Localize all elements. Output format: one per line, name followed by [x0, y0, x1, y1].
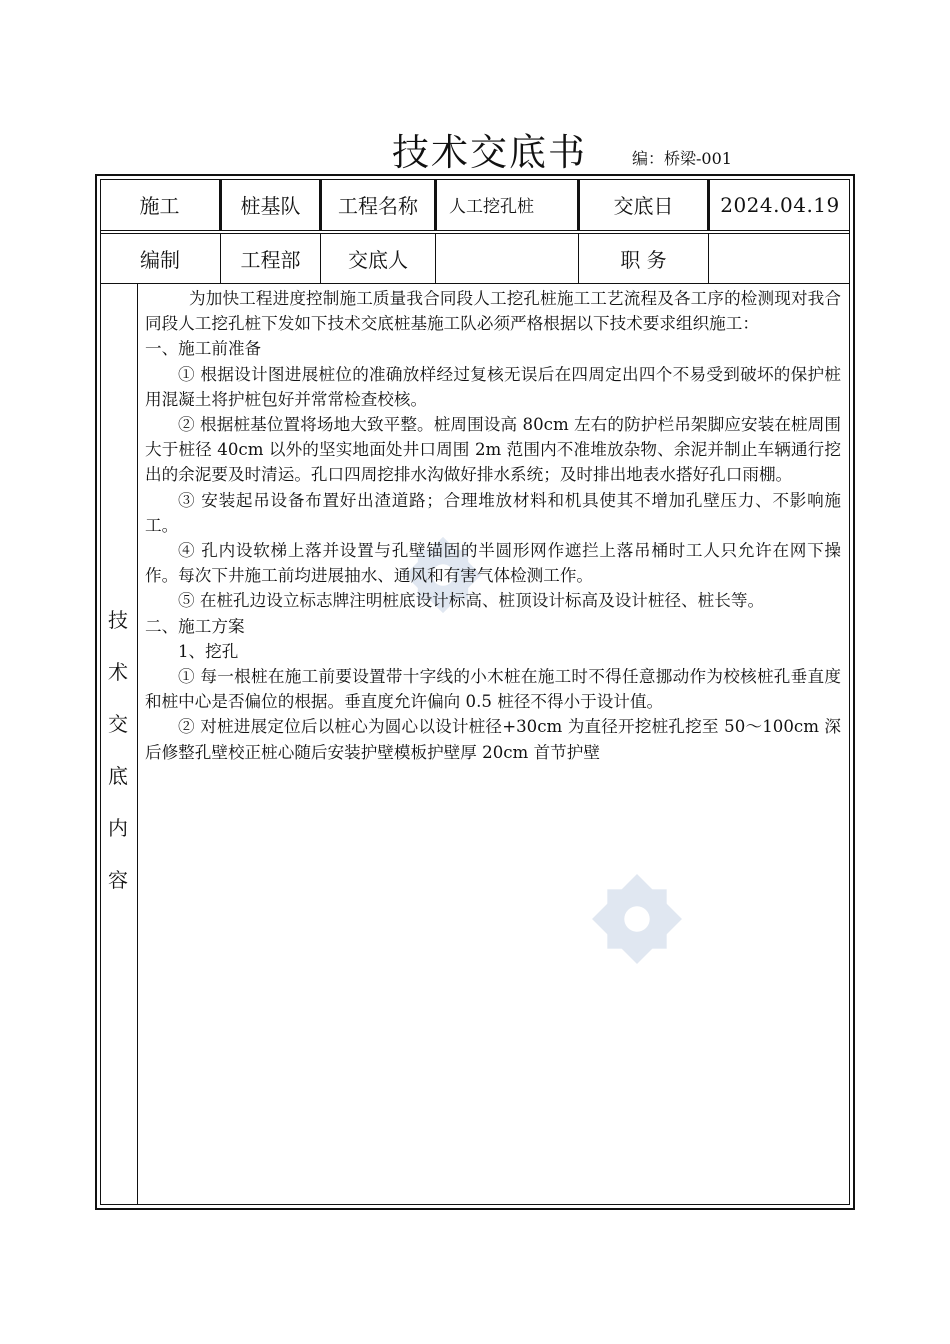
- snowflake-watermark-icon: [584, 866, 690, 972]
- cell-project-name-label: 工程名称: [338, 194, 418, 218]
- document-title: 技术交底书: [392, 131, 587, 174]
- content-item: ① 每一根桩在施工前要设置带十字线的小木桩在施工时不得任意挪动作为校核桩孔垂直度和桩中心是否偏位的根据。垂直度允许偏向 0.5 桩径不得小于设计值。: [145, 667, 841, 712]
- row-divider: [100, 230, 850, 231]
- cell-briefer-label: 交底人: [348, 247, 408, 272]
- side-label-char: 交: [108, 712, 128, 736]
- cell-briefer-value: [436, 233, 578, 283]
- cell-project-name-value: 人工挖孔桩: [449, 197, 534, 217]
- side-label-char: 底: [108, 764, 128, 788]
- intro-paragraph: 为加快工程进度控制施工质量我合同段人工挖孔桩施工工艺流程及各工序的检测现对我合同段人工挖孔桩下发如下技术交底桩基施工队必须严格根据以下技术要求组织施工：: [145, 289, 841, 334]
- section-heading: 一、施工前准备: [145, 339, 262, 359]
- cell-construction-label: 施工: [139, 194, 180, 218]
- side-label-char: 内: [108, 816, 128, 840]
- cell-compiled-label: 编制: [140, 247, 180, 272]
- cell-team-value: 桩基队: [240, 194, 301, 218]
- cell-position-label: 职 务: [620, 247, 667, 272]
- side-divider: [137, 283, 138, 1205]
- cell-department-value: 工程部: [240, 247, 301, 272]
- content-item: ④ 孔内设软梯上落并设置与孔壁锚固的半圆形网作遮拦上落吊桶时工人只允许在网下操作。每次下井施工前均进展抽水、通风和有害气体检测工作。: [145, 541, 841, 586]
- content-item: ② 根据桩基位置将场地大致平整。桩周围设高 80cm 左右的防护栏吊架脚应安装在桩周围大于桩径 40cm 以外的坚实地面处井口周围 2m 范围内不准堆放杂物、余泥并制止车辆通行挖出的余泥要及时清运。孔口四周挖排水沟做好排水系统；及时排出地表水搭好孔口雨棚。: [145, 415, 841, 485]
- side-label: [100, 600, 136, 912]
- content-item: ① 根据设计图进展桩位的准确放样经过复核无误后在四周定出四个不易受到破坏的保护桩用混凝土将护桩包好并常常检查校核。: [145, 364, 841, 409]
- content-item: ⑤ 在桩孔边设立标志牌注明桩底设计标高、桩顶设计标高及设计桩径、桩长等。: [178, 591, 765, 611]
- section-heading: 二、施工方案: [145, 616, 245, 636]
- cell-date-value: 2024.04.19: [720, 192, 840, 217]
- side-label-char: 术: [108, 660, 128, 684]
- technical-briefing-content: [145, 286, 841, 765]
- content-item: ② 对桩进展定位后以桩心为圆心以设计桩径+30cm 为直径开挖桩孔挖至 50～100cm 深后修整孔壁校正桩心随后安装护壁模板护壁厚 20cm 首节护壁: [145, 717, 841, 762]
- document-code: 编：桥梁-001: [632, 149, 732, 168]
- subsection-heading: 1、挖孔: [178, 641, 239, 661]
- content-item: ③ 安装起吊设备布置好出渣道路；合理堆放材料和机具使其不增加孔壁压力、不影响施工。: [145, 490, 841, 535]
- side-label-char: 技: [108, 608, 128, 632]
- row-divider: [100, 283, 850, 284]
- cell-position-value: [709, 233, 850, 283]
- cell-date-label: 交底日: [613, 194, 674, 218]
- side-label-char: 容: [108, 868, 128, 892]
